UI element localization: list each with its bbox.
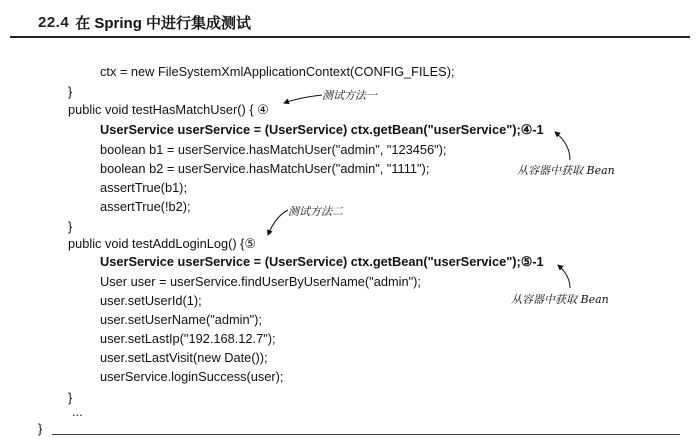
code-line: ctx = new FileSystemXmlApplicationContext(CONFIG_FILES); bbox=[100, 64, 455, 79]
code-line: user.setLastIp("192.168.12.7"); bbox=[100, 331, 276, 346]
arrow-method1 bbox=[284, 95, 322, 103]
code-line: public void testHasMatchUser() { ④ bbox=[68, 102, 269, 117]
code-line: user.setUserId(1); bbox=[100, 293, 202, 308]
code-line: } bbox=[38, 421, 43, 436]
code-line: } bbox=[68, 84, 73, 99]
bottom-rule bbox=[52, 434, 680, 435]
annotation-method2: 测试方法二 bbox=[288, 205, 343, 218]
code-line: } bbox=[68, 219, 73, 234]
code-line: public void testAddLoginLog() {⑤ bbox=[68, 236, 256, 251]
code-line: UserService userService = (UserService) ctx.getBean("userService");④-1 bbox=[100, 122, 544, 137]
code-line: user.setUserName("admin"); bbox=[100, 312, 262, 327]
arrow-method2 bbox=[268, 210, 288, 235]
section-number: 22.4 bbox=[38, 13, 70, 31]
code-line: } bbox=[68, 390, 73, 405]
code-line: user.setLastVisit(new Date()); bbox=[100, 350, 268, 365]
section-title: 在 Spring 中进行集成测试 bbox=[75, 14, 252, 32]
code-line: User user = userService.findUserByUserName("admin"); bbox=[100, 274, 421, 289]
arrow-get-bean-2 bbox=[558, 265, 570, 288]
code-line: boolean b2 = userService.hasMatchUser("admin", "1111"); bbox=[100, 161, 430, 176]
code-line: boolean b1 = userService.hasMatchUser("admin", "123456"); bbox=[100, 142, 447, 157]
code-line: assertTrue(b1); bbox=[100, 180, 187, 195]
code-line: UserService userService = (UserService) ctx.getBean("userService");⑤-1 bbox=[100, 254, 544, 269]
annotation-get-bean-2: 从容器中获取 Bean bbox=[511, 293, 609, 306]
code-line: userService.loginSuccess(user); bbox=[100, 369, 284, 384]
arrow-get-bean-1 bbox=[555, 132, 570, 160]
code-line: ... bbox=[72, 404, 83, 419]
code-line: assertTrue(!b2); bbox=[100, 199, 191, 214]
annotation-get-bean-1: 从容器中获取 Bean bbox=[517, 164, 615, 177]
annotation-method1: 测试方法一 bbox=[322, 89, 377, 102]
